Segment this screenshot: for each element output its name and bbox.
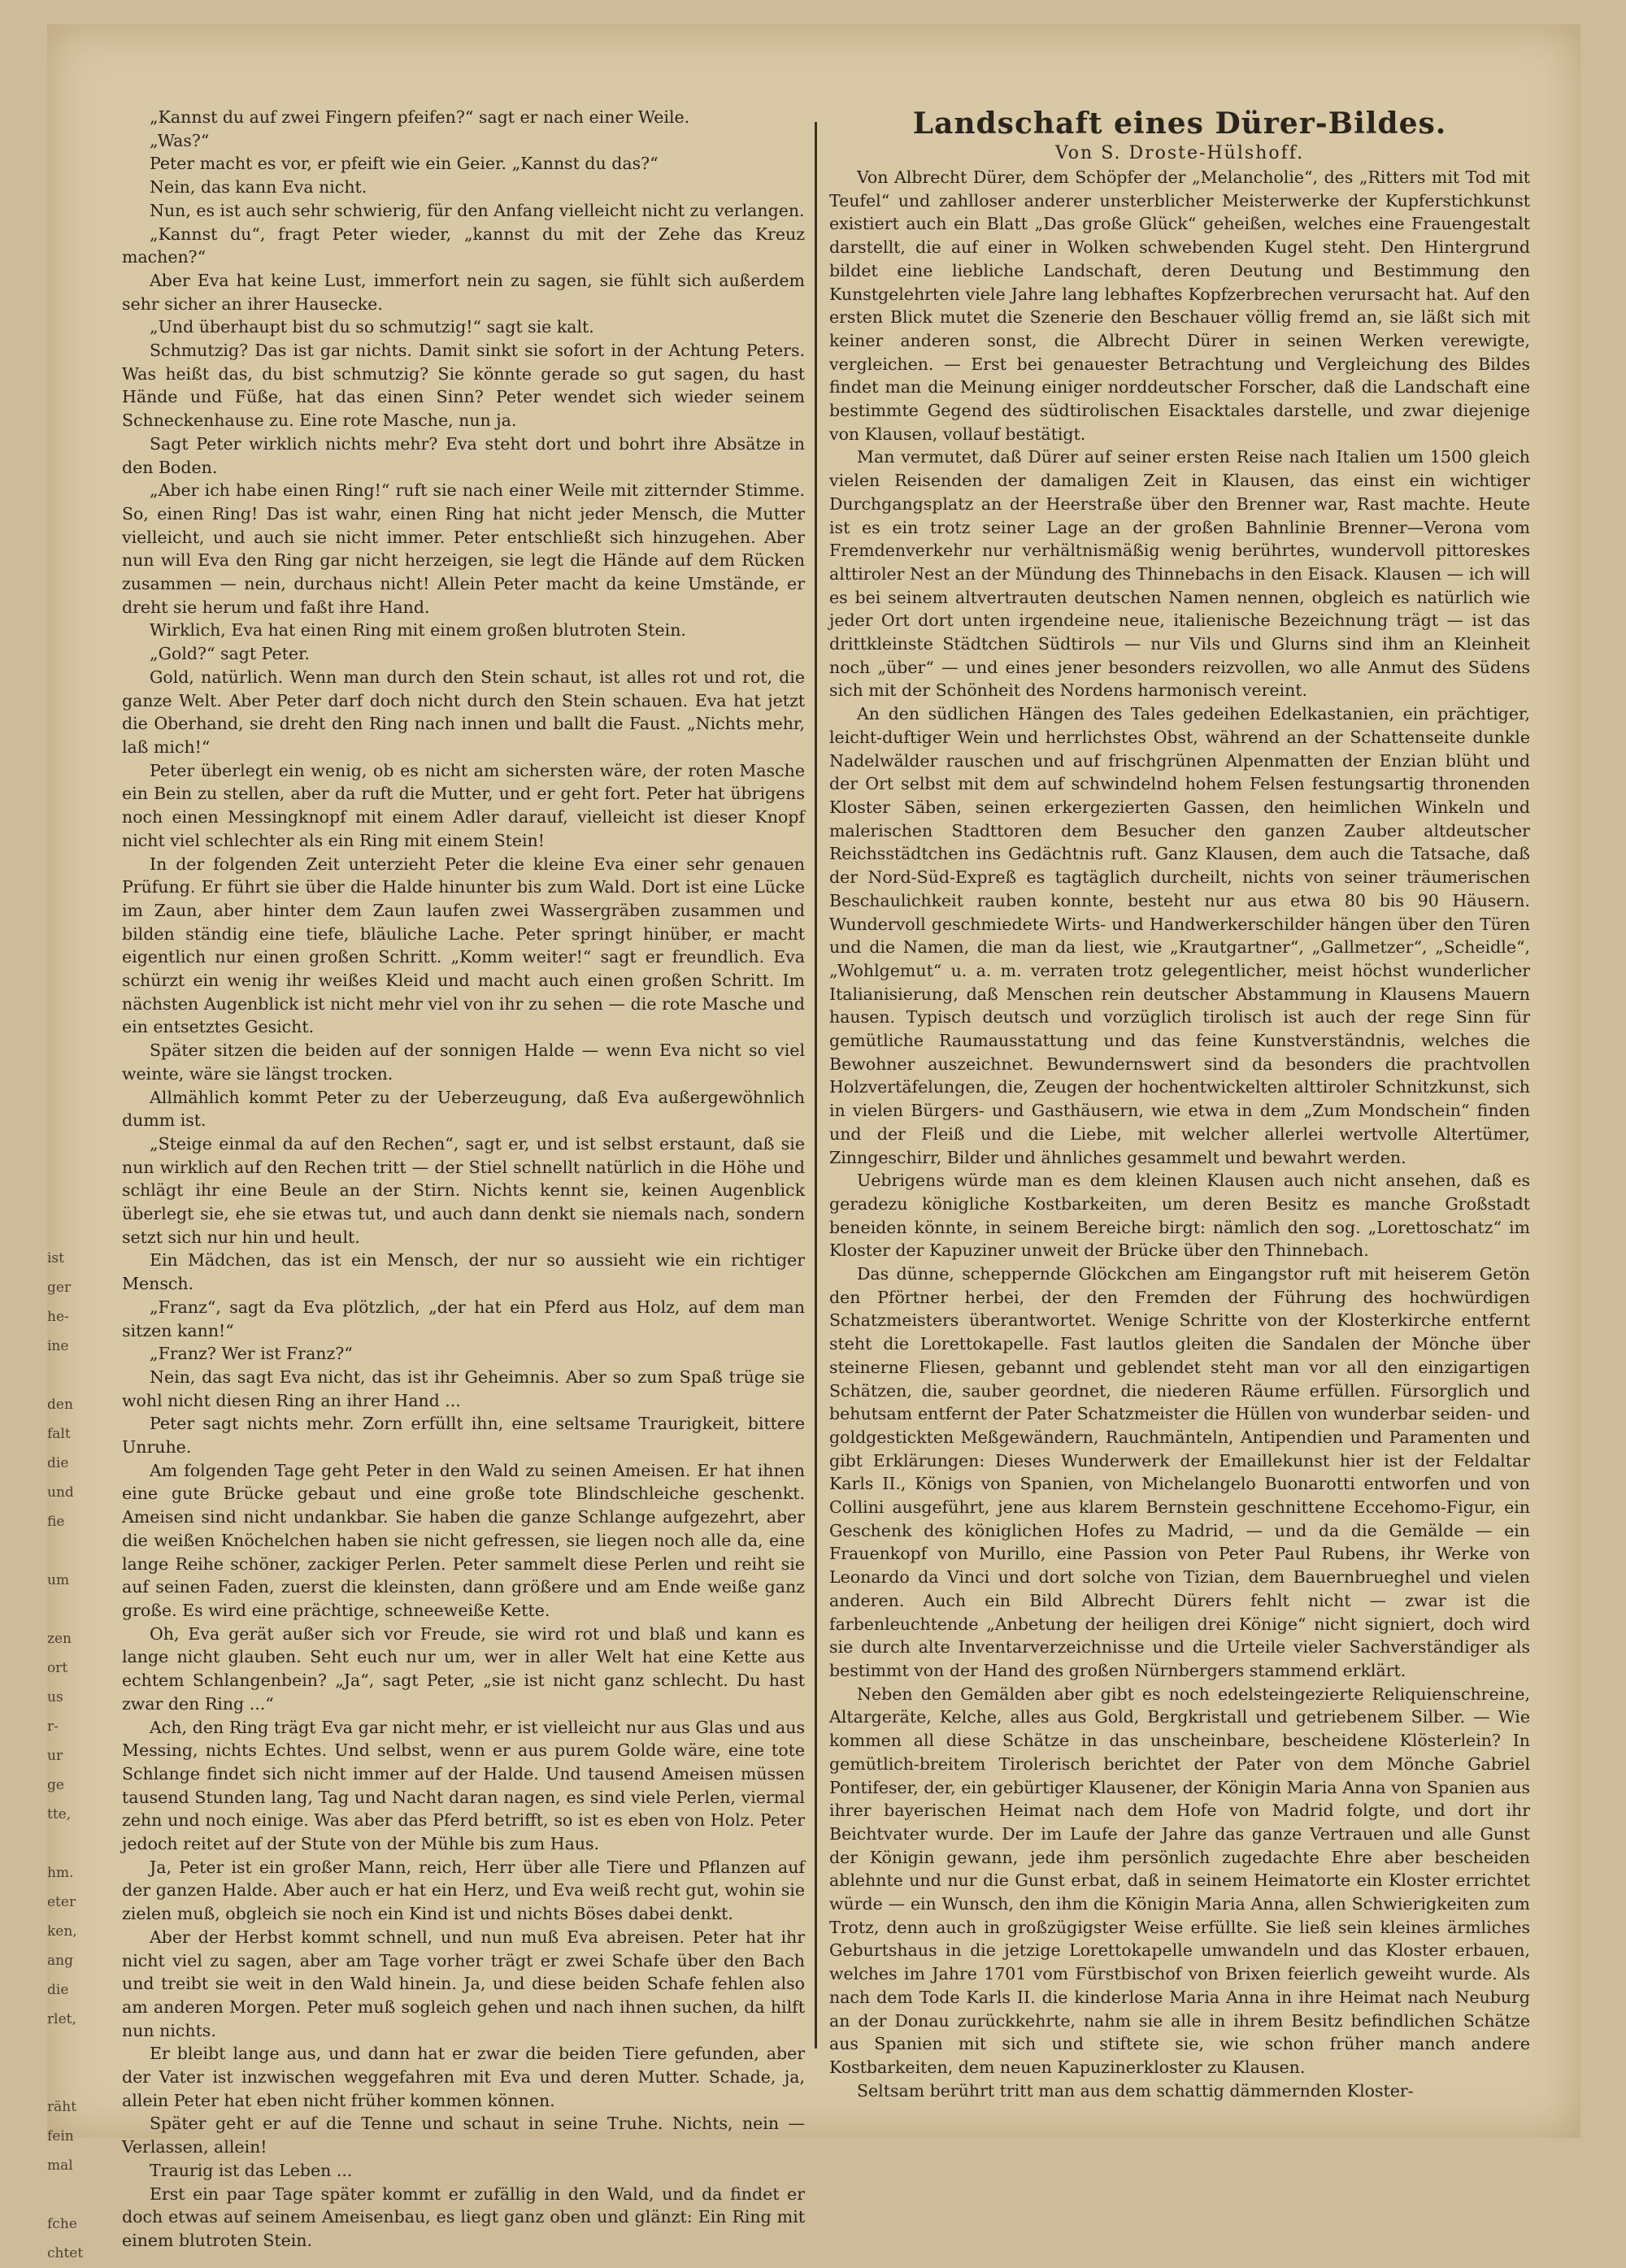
story-paragraph: Nein, das kann Eva nicht.: [150, 177, 367, 198]
story-paragraph: Aber Eva hat keine Lust, immerfort nein zu sagen, sie fühlt sich außerdem sehr sicher an ihrer Hausecke.: [122, 270, 805, 314]
margin-fragment: die: [47, 1455, 69, 1471]
margin-fragment: hm.: [47, 1865, 74, 1881]
story-paragraph: Später sitzen die beiden auf der sonnigen Halde — wenn Eva nicht so viel weinte, wäre sie längst trocken.: [122, 1041, 805, 1084]
story-paragraph: „Franz? Wer ist Franz?“: [150, 1344, 353, 1364]
margin-fragment: falt: [47, 1426, 71, 1442]
margin-fragment: [47, 1361, 88, 1390]
margin-fragment: rlet,: [47, 2011, 76, 2027]
story-paragraph: „Steige einmal da auf den Rechen“, sagt er, und ist selbst erstaunt, daß sie nun wirklich auf den Rechen tritt — der Stiel schnellt natürlich in die Höhe und schlägt ihr eine Beule an der Stirn. Nichts kennt sie, keinen Augenblick überlegt sie, ehe sie etwas tut, und auch dann denkt sie niemals nach, sondern setzt sich nur hin und heult.: [122, 1133, 805, 1247]
story-paragraph: Oh, Eva gerät außer sich vor Freude, sie wird rot und blaß und kann es lange nicht glauben. Seht euch nur um, wer in aller Welt hat eine Kette aus echtem Schlangenbein? „Ja“, sagt Peter, „sie ist nicht ganz schlecht. Du hast zwar den Ring ...“: [122, 1623, 805, 1714]
story-paragraph: Nein, das sagt Eva nicht, das ist ihr Geheimnis. Aber so zum Spaß trüge sie wohl nicht diesen Ring an ihrer Hand ...: [122, 1366, 805, 1410]
margin-fragment: ort: [47, 1660, 68, 1676]
story-paragraph: Wirklich, Eva hat einen Ring mit einem großen blutroten Stein.: [150, 620, 686, 641]
margin-fragment: und: [47, 1484, 74, 1501]
story-paragraph: Peter macht es vor, er pfeift wie ein Geier. „Kannst du das?“: [150, 154, 659, 174]
margin-fragment: den: [47, 1397, 73, 1413]
margin-fragment: r-: [47, 1718, 59, 1735]
story-paragraph: Schmutzig? Das ist gar nichts. Damit sinkt sie sofort in der Achtung Peters. Was heißt das, du bist schmutzig? Sie könnte gerade so gut sagen, du hast Hände und Füße, hat das einen Sinn? Peter wendet sich wieder seinem Schneckenhause zu. Eine rote Masche, nun ja.: [122, 341, 805, 431]
margin-fragment: um: [47, 1572, 70, 1588]
right-column-article: [829, 106, 1530, 2101]
story-paragraph: „Aber ich habe einen Ring!“ ruft sie nach einer Weile mit zitternder Stimme. So, einen Ring! Das ist wahr, einen Ring hat nicht jeder Mensch, die Mutter vielleicht, und auch sie nicht immer. Peter entschließt sich hinzugehen. Aber nun will Eva den Ring gar nicht herzeigen, sie legt die Hände auf dem Rücken zusammen — nein, durchaus nicht! Allein Peter macht da keine Umstände, er dreht sie herum und faßt ihre Hand.: [122, 480, 805, 617]
article-headline: Landschaft eines Dürer-Bildes.: [912, 106, 1447, 141]
margin-fragment: die: [47, 1982, 69, 1998]
story-paragraph: Er bleibt lange aus, und dann hat er zwar die beiden Tiere gefunden, aber der Vater ist inzwischen weggefahren mit Eva und deren Mutter. Schade, ja, allein Peter hat eben nicht früher kommen können.: [122, 2044, 805, 2110]
margin-fragment: ge: [47, 1777, 64, 1793]
story-paragraph: „Kannst du auf zwei Fingern pfeifen?“ sagt er nach einer Weile.: [150, 107, 690, 127]
story-paragraph: Am folgenden Tage geht Peter in den Wald zu seinen Ameisen. Er hat ihnen eine gute Brücke gebaut und eine große tote Blindschleiche geschenkt. Ameisen sind nicht undankbar. Sie haben die ganze Schlange aufgezehrt, aber die weißen Knöchelchen haben sie nicht gefressen, sie liegen noch alle da, eine lange Reihe schöner, zackiger Perlen. Peter sammelt diese Perlen und reiht sie auf seinen Faden, zuerst die kleinsten, dann größere und am Ende weiße ganz große. Es wird eine prächtige, schneeweiße Kette.: [122, 1460, 805, 1620]
article-byline: Von S. Droste-Hülshoff.: [1054, 143, 1305, 163]
article-paragraph: Seltsam berührt tritt man aus dem schattig dämmernden Kloster-: [857, 2080, 1414, 2101]
margin-fragment: ger: [47, 1280, 72, 1296]
story-paragraph: „Was?“: [150, 130, 210, 150]
article-body: [829, 166, 1530, 2102]
margin-fragment: [47, 2034, 88, 2063]
left-margin-bleed-fragments: [47, 1244, 88, 2261]
margin-fragment: zen: [47, 1631, 72, 1647]
margin-fragment: [47, 1595, 88, 1624]
margin-fragment: fein: [47, 2128, 74, 2144]
margin-fragment: fie: [47, 1514, 65, 1530]
margin-fragment: ist: [47, 1250, 64, 1267]
margin-fragment: ur: [47, 1748, 63, 1764]
column-divider: [815, 122, 817, 2049]
story-paragraph: Aber der Herbst kommt schnell, und nun muß Eva abreisen. Peter hat ihr nicht viel zu sagen, aber am Tage vorher trägt er zwei Schafe über den Bach und treibt sie weit in den Wald hinein. Ja, und diese beiden Schafe fehlen also am anderen Morgen. Peter muß sogleich gehen und nach ihnen suchen, da hilft nun nichts.: [122, 1927, 805, 2040]
story-paragraph: „Kannst du“, fragt Peter wieder, „kannst du mit der Zehe das Kreuz machen?“: [122, 224, 805, 267]
margin-fragment: fche: [47, 2216, 77, 2232]
story-paragraph: „Franz“, sagt da Eva plötzlich, „der hat ein Pferd aus Holz, auf dem man sitzen kann!“: [122, 1297, 805, 1340]
story-paragraph: Traurig ist das Leben ...: [150, 2160, 353, 2180]
story-paragraph: Peter überlegt ein wenig, ob es nicht am sichersten wäre, der roten Masche ein Bein zu stellen, aber da ruft die Mutter, und er geht fort. Peter hat übrigens noch einen Messingknopf mit einem Adler darauf, vielleicht ist dieser Knopf nicht viel schlechter als ein Ring mit einem Stein!: [122, 760, 805, 850]
margin-fragment: he-: [47, 1309, 69, 1325]
story-paragraph: Allmählich kommt Peter zu der Ueberzeugung, daß Eva außergewöhnlich dumm ist.: [122, 1087, 805, 1131]
margin-fragment: [47, 1536, 88, 1566]
margin-fragment: chtet: [47, 2245, 84, 2261]
story-paragraph: Ein Mädchen, das ist ein Mensch, der nur so aussieht wie ein richtiger Mensch.: [122, 1250, 805, 1294]
story-paragraph: Peter sagt nichts mehr. Zorn erfüllt ihn, eine seltsame Traurigkeit, bittere Unruhe.: [122, 1414, 805, 1458]
margin-fragment: [47, 2180, 88, 2209]
story-paragraph: Später geht er auf die Tenne und schaut in seine Truhe. Nichts, nein — Verlassen, allein!: [122, 2114, 805, 2157]
article-paragraph: Von Albrecht Dürer, dem Schöpfer der „Melancholie“, des „Ritters mit Tod mit Teufel“ und zahlloser anderer unsterblicher Meisterwerke der Kupferstichkunst existiert auch ein Blatt „Das große Glück“ geheißen, welches eine Frauengestalt darstellt, die auf einer in Wolken schwebenden Kugel steht. Den Hintergrund bildet eine liebliche Landschaft, deren Deutung und Bestimmung den Kunstgelehrten viele Jahre lang lebhaftes Kopfzerbrechen verursacht hat. Auf den ersten Blick mutet die Szenerie den Beschauer völlig fremd an, sie läßt sich mit keiner anderen sonst, die Albrecht Dürer in seinen Werken verewigte, vergleichen. — Erst bei genauester Betrachtung und Vergleichung des Bildes findet man die Meinung einiger norddeutscher Forscher, daß die Landschaft eine bestimmte Gegend des südtirolischen Eisacktales darstelle, und zwar diejenige von Klausen, vollauf bestätigt.: [829, 167, 1530, 444]
story-paragraph: „Und überhaupt bist du so schmutzig!“ sagt sie kalt.: [150, 317, 594, 337]
story-paragraph: Erst ein paar Tage später kommt er zufällig in den Wald, und da findet er doch etwas auf seinem Ameisenbau, es liegt ganz oben und glänzt: Ein Ring mit einem blutroten Stein.: [122, 2183, 805, 2250]
article-paragraph: Uebrigens würde man es dem kleinen Klausen auch nicht ansehen, daß es geradezu königliche Kostbarkeiten, um deren Besitz es manche Großstadt beneiden könnte, in seinem Bereiche birgt: nämlich den sog. „Lorettoschatz“ im Kloster der Kapuziner unweit der Brücke über den Thinnebach.: [829, 1171, 1530, 1261]
margin-fragment: eter: [47, 1894, 76, 1910]
story-paragraph: In der folgenden Zeit unterzieht Peter die kleine Eva einer sehr genauen Prüfung. Er führt sie über die Halde hinunter bis zum Wald. Dort ist eine Lücke im Zaun, aber hinter dem Zaun laufen zwei Wassergräben zusammen und bilden ständig eine tiefe, bläuliche Lache. Peter springt hinüber, er macht eigentlich nur einen großen Schritt. „Komm weiter!“ sagt er freundlich. Eva schürzt ein wenig ihr weißes Kleid und macht auch einen großen Schritt. Im nächsten Augenblick ist nicht mehr viel von ihr zu sehen — die rote Masche und ein entsetztes Gesicht.: [122, 854, 805, 1037]
margin-fragment: [47, 1829, 88, 1858]
story-paragraph: Nun, es ist auch sehr schwierig, für den Anfang vielleicht nicht zu verlangen.: [150, 200, 805, 220]
margin-fragment: ken,: [47, 1923, 77, 1940]
story-paragraph: Sagt Peter wirklich nichts mehr? Eva steht dort und bohrt ihre Absätze in den Boden.: [122, 433, 805, 477]
margin-fragment: räht: [47, 2099, 77, 2115]
article-paragraph: Das dünne, scheppernde Glöckchen am Eingangstor ruft mit heiserem Getön den Pförtner herbei, der den Fremden der Führung des hochwürdigen Schatzmeisters überantwortet. Wenige Schritte von der Klosterkirche entfernt steht die Lorettokapelle. Fast lautlos gleiten die Sandalen der Mönche über steinerne Fliesen, gebannt und geblendet steht man vor all den einzigartigen Schätzen, die, sauber geordnet, die niederen Räume erfüllen. Fürsorglich und behutsam entfernt der Pater Schatzmeister die Hüllen von wunderbar seiden- und goldgestickten Meßgewändern, Rauchmänteln, Antipendien und Paramenten und gibt Erklärungen: Dieses Wunderwerk der Emaillekunst hier ist der Feldaltar Karls II., Königs von Spanien, von Michelangelo Buonarotti entworfen und von Collini ausgeführt, jene aus klarem Bernstein geschnittene Eccehomo-Figur, ein Geschenk des königlichen Hofes zu Madrid, — und da die Gemälde — ein Frauenkopf von Murillo, eine Passion von Peter Paul Rubens, ihr Werke von Leonardo da Vinci und dort solche von Tizian, dem Bauernbrueghel und vielen anderen. Auch ein Bild Albrecht Dürers fehlt nicht — zwar ist die farbenleuchtende „Anbetung der heiligen drei Könige“ nicht signiert, doch wird sie durch alte Inventarverzeichnisse und die Urteile vieler Sachverständiger als bestimmt von der Hand des großen Nürnbergers stammend erklärt.: [829, 1264, 1530, 1680]
story-paragraph: Gold, natürlich. Wenn man durch den Stein schaut, ist alles rot und rot, die ganze Welt. Aber Peter darf doch nicht durch den Stein schauen. Eva hat jetzt die Oberhand, sie dreht den Ring nach innen und ballt die Faust. „Nichts mehr, laß mich!“: [122, 667, 805, 757]
margin-fragment: mal: [47, 2157, 73, 2174]
left-column-story: [122, 106, 805, 2250]
margin-fragment: tte,: [47, 1806, 72, 1823]
article-paragraph: Man vermutet, daß Dürer auf seiner ersten Reise nach Italien um 1500 gleich vielen Reisenden der damaligen Zeit in Klausen, das einst ein wichtiger Durchgangsplatz an der Heerstraße über den Brenner war, Rast machte. Heute ist es ein trotz seiner Lage an der großen Bahnlinie Brenner—Verona vom Fremdenverkehr nur verhältnismäßig wenig berührtes, wundervoll pittoreskes alttiroler Nest an der Mündung des Thinnebachs in den Eisack. Klausen — ich will es bei seinem altvertrauten deutschen Namen nennen, obgleich es natürlich wie jeder Ort dort unten irgendeine neue, italienische Bezeichnung trägt — ist das drittkleinste Städtchen Südtirols — nur Vils und Glurns sind ihm an Kleinheit noch „über“ — und eines jener besonders reizvollen, wo alle Anmut des Südens sich mit der Schönheit des Nordens harmonisch vereint.: [829, 447, 1530, 701]
article-paragraph: Neben den Gemälden aber gibt es noch edelsteingezierte Reliquienschreine, Altargeräte, Kelche, alles aus Gold, Bergkristall und getriebenem Silber. — Wie kommen all diese Schätze in das unscheinbare, bescheidene Klösterlein? In gemütlich-breitem Tirolerisch berichtet der Pater von dem Mönche Gabriel Pontifeser, der, ein gebürtiger Klausener, der Königin Maria Anna von Spanien aus ihrer bayerischen Heimat nach dem Hofe von Madrid folgte, und dort ihr Beichtvater wurde. Der im Laufe der Jahre das ganze Vertrauen und alle Gunst der Königin gewann, jede ihm persönlich zugedachte Ehre aber bescheiden ablehnte und nur die Gunst erbat, daß in seinem Heimatorte ein Kloster errichtet würde — ein Wunsch, den ihm die Königin Maria Anna, allen Schwierigkeiten zum Trotz, denn auch in großzügigster Weise erfüllte. Sie ließ sein kleines ärmliches Geburtshaus in die jetzige Lorettokapelle umwandeln und das Kloster erbauen, welches im Jahre 1701 vom Fürstbischof von Brixen feierlich geweiht wurde. Als nach dem Tode Karls II. die kinderlose Maria Anna in ihre Heimat nach Neuburg an der Donau zurückkehrte, nahm sie alle in ihrem Besitz befindlichen Schätze aus Spanien mit sich und stiftete sie, wie schon früher manch andere Kostbarkeiten, dem neuen Kapuzinerkloster zu Klausen.: [829, 1684, 1530, 2077]
margin-fragment: ine: [47, 1338, 69, 1354]
story-paragraph: „Gold?“ sagt Peter.: [150, 644, 311, 664]
margin-fragment: [47, 2063, 88, 2092]
margin-fragment: ang: [47, 1953, 73, 1969]
newspaper-page: [47, 24, 1580, 2261]
margin-fragment: us: [47, 1689, 63, 1705]
story-paragraph: Ja, Peter ist ein großer Mann, reich, Herr über alle Tiere und Pflanzen auf der ganzen Halde. Aber auch er hat ein Herz, und Eva weiß recht gut, wohin sie zielen muß, obgleich sie noch ein Kind ist und nichts Böses dabei denkt.: [122, 1857, 805, 1924]
story-paragraph: Ach, den Ring trägt Eva gar nicht mehr, er ist vielleicht nur aus Glas und aus Messing, nichts Echtes. Und selbst, wenn er aus purem Golde wäre, eine tote Schlange findet sich nicht immer auf der Halde. Und tausend Ameisen müssen tausend Stunden lang, Tag und Nacht daran nagen, es sind viele Perlen, viermal zehn und noch einige. Was aber das Pferd betrifft, so ist es eben von Holz. Peter jedoch reitet auf der Stute von der Mühle bis zum Haus.: [122, 1717, 805, 1854]
article-paragraph: An den südlichen Hängen des Tales gedeihen Edelkastanien, ein prächtiger, leicht-duftiger Wein und herrlichstes Obst, während an der Schattenseite dunkle Nadelwälder rauschen und auf frischgrünen Alpenmatten der Enzian blüht und der Ort selbst mit dem auf schwindelnd hohem Felsen festungsartig thronenden Kloster Säben, seinen erkergezierten Gassen, den heimlichen Winkeln und malerischen Stadttoren dem Besucher den ganzen Zauber altdeutscher Reichsstädtchen ins Gedächtnis ruft. Ganz Klausen, dem auch die Tatsache, daß der Nord-Süd-Expreß es tagtäglich durcheilt, nichts von seiner träumerischen Beschaulichkeit rauben konnte, besteht nur aus etwa 80 bis 90 Häusern. Wundervoll geschmiedete Wirts- und Handwerkerschilder hängen über den Türen und die Namen, die man da liest, wie „Krautgartner“, „Gallmetzer“, „Scheidle“, „Wohlgemut“ u. a. m. verraten trotz gelegentlicher, meist höchst wunderlicher Italianisierung, daß Menschen rein deutscher Abstammung in Klausens Mauern hausen. Typisch deutsch und vorzüglich tirolisch ist auch der rege Sinn für gemütliche Raumausstattung und das feine Kunstverständnis, welches die Bewohner auszeichnet. Bewundernswert sind da besonders die prachtvollen Holzvertäfelungen, die, Zeugen der hochentwickelten alttiroler Schnitzkunst, sich in vielen Bürgers- und Gasthäusern, wie etwa in dem „Zum Mondschein“ finden und der Fleiß und die Liebe, mit welcher allerlei wertvolle Altertümer, Zinngeschirr, Bilder und ähnliches gesammelt und bewahrt werden.: [829, 704, 1530, 1167]
